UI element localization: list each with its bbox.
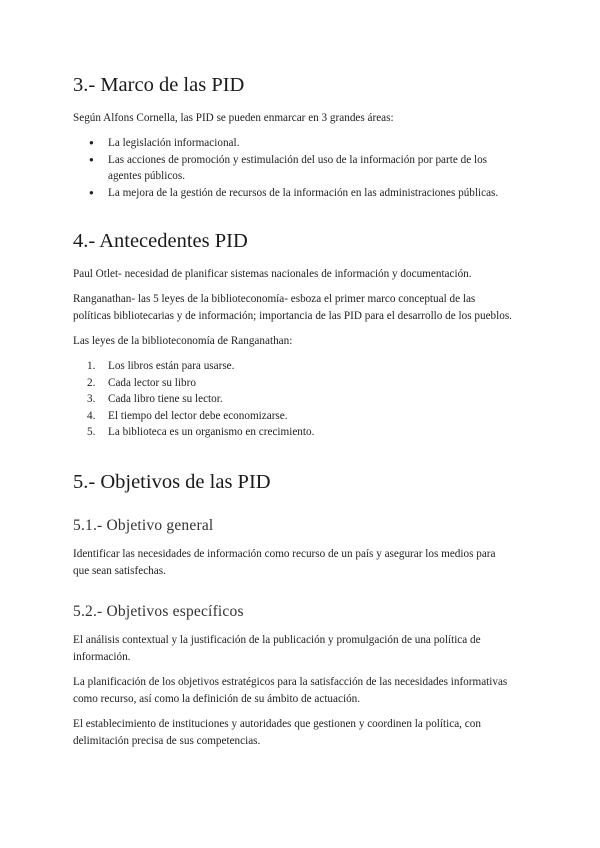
list-number: 2. bbox=[87, 376, 96, 389]
list-item: ● Las acciones de promoción y estimulación del uso de la información por parte de los agentes públicos. bbox=[73, 152, 512, 185]
list-item-text: La biblioteca es un organismo en crecimiento. bbox=[108, 426, 315, 438]
section-heading-objetivos: 5.- Objetivos de las PID bbox=[73, 470, 271, 493]
list-item-text: Cada libro tiene su lector. bbox=[108, 393, 223, 405]
paragraph-intro-cornella: Según Alfons Cornella, las PID se pueden enmarcar en 3 grandes áreas: bbox=[73, 112, 394, 124]
list-item: ● La legislación informacional. bbox=[73, 135, 512, 152]
paragraph-planificacion: La planificación de los objetivos estratégicos para la satisfacción de las necesidades informativas como recurso, así como la definición de su ámbito de actuación. bbox=[73, 675, 508, 705]
section-objetivos bbox=[73, 469, 512, 750]
section-heading-antecedentes: 4.- Antecedentes PID bbox=[73, 230, 248, 252]
list-item bbox=[73, 391, 512, 408]
list-number: 1. bbox=[87, 360, 96, 372]
list-item bbox=[73, 358, 512, 375]
paragraph-laws-intro: Las leyes de la biblioteconomía de Ranganathan: bbox=[73, 335, 293, 347]
paragraph-otlet: Paul Otlet- necesidad de planificar sistemas nacionales de información y documentación. bbox=[73, 268, 472, 280]
list-item bbox=[73, 424, 512, 441]
section-heading-marco: 3.- Marco de las PID bbox=[73, 74, 245, 96]
list-number: 3. bbox=[87, 393, 96, 405]
subsection-heading-objetivo-general: 5.1.- Objetivo general bbox=[73, 516, 214, 534]
bullet-list-areas bbox=[73, 135, 512, 201]
list-item: ● La mejora de la gestión de recursos de la información en las administraciones públicas. bbox=[73, 185, 512, 202]
numbered-list-laws bbox=[73, 358, 512, 441]
list-item bbox=[73, 408, 512, 425]
list-item-text: Los libros están para usarse. bbox=[108, 360, 235, 372]
paragraph-objetivo-general: Identificar las necesidades de información como recurso de un país y asegurar los medios para que sean satisfechas. bbox=[73, 547, 496, 577]
list-number: 5. bbox=[87, 426, 96, 438]
section-antecedentes bbox=[73, 228, 512, 441]
list-item-text: El tiempo del lector debe economizarse. bbox=[108, 409, 288, 422]
list-number: 4. bbox=[87, 409, 96, 422]
section-marco bbox=[73, 72, 512, 201]
list-item-text: Cada lector su libro bbox=[108, 376, 196, 389]
subsection-heading-objetivos-especificos: 5.2.- Objetivos específicos bbox=[73, 602, 244, 620]
paragraph-ranganathan: Ranganathan- las 5 leyes de la biblioteconomía- esboza el primer marco conceptual de las políticas bibliotecarias y de información; importancia de las PID para el desarrollo de los pueblos. bbox=[73, 293, 512, 322]
paragraph-establecimiento: El establecimiento de instituciones y autoridades que gestionen y coordinen la política, con delimitación precisa de sus competencias. bbox=[73, 717, 481, 747]
list-item bbox=[73, 375, 512, 392]
paragraph-analisis: El análisis contextual y la justificación de la publicación y promulgación de una política de información. bbox=[73, 633, 481, 663]
